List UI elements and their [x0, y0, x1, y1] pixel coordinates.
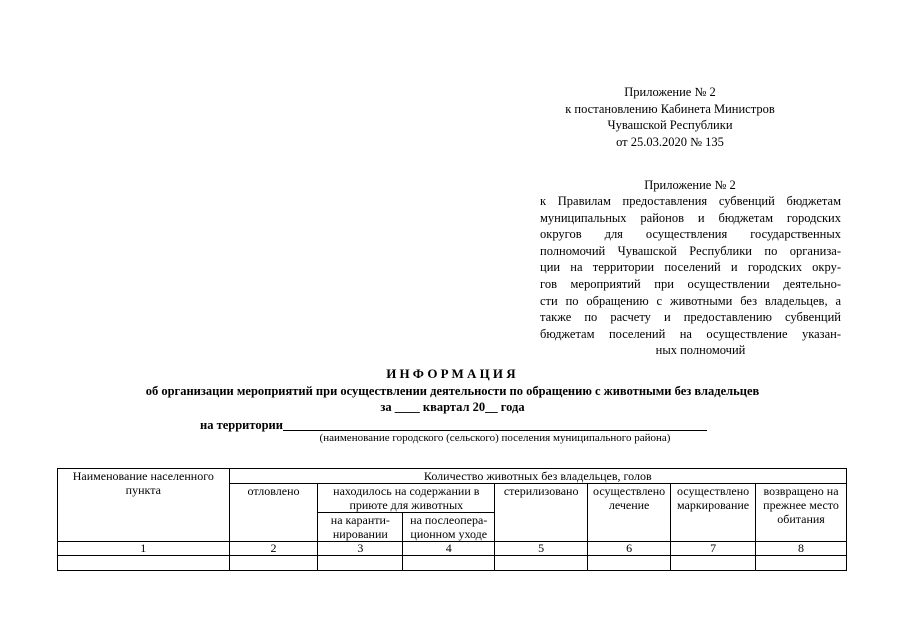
header-caught: отловлено [229, 484, 318, 542]
header-postop: на послеопера-ционном уходе [403, 513, 495, 542]
document-subtitle: об организации мероприятий при осуществлении деятельности по обращению с животными без владельцев [145, 384, 760, 398]
column-number: 8 [756, 542, 847, 556]
appendix-rules-line: гов мероприятий при осуществлении деятельно- [540, 276, 841, 291]
table-cell [756, 556, 847, 571]
appendix-rules-line: муниципальных районов и бюджетам городских [540, 210, 841, 225]
appendix-rules-line: ных полномочий [655, 343, 746, 358]
header-returned: возвращено на прежнее место обитания [756, 484, 847, 542]
table-cell [229, 556, 318, 571]
appendix-line: Приложение № 2 [624, 85, 716, 99]
column-number: 6 [588, 542, 671, 556]
table-cell [495, 556, 588, 571]
appendix-rules-line: сти по обращению с животными без владельцев, а [540, 293, 841, 308]
animals-table [57, 468, 847, 571]
column-number: 1 [58, 542, 230, 556]
appendix-resolution-header [520, 84, 820, 150]
document-title: ИНФОРМАЦИЯ [386, 366, 519, 381]
column-number: 4 [403, 542, 495, 556]
header-animals-count: Количество животных без владельцев, голов [229, 469, 846, 484]
appendix-rules-line: также по расчету и предоставлению субвенций [540, 310, 841, 325]
territory-hint: (наименование городского (сельского) поселения муниципального района) [319, 432, 671, 444]
territory-label: на территории [200, 418, 283, 432]
territory-fill-line [283, 430, 707, 431]
header-sterilized: стерилизовано [495, 484, 588, 542]
table-cell [671, 556, 756, 571]
table-cell [403, 556, 495, 571]
header-marked: осуществлено маркирование [671, 484, 756, 542]
table-cell [318, 556, 403, 571]
header-treated: осуществлено лечение [588, 484, 671, 542]
appendix-rules-line: к Правилам предоставления субвенций бюджетам [540, 194, 841, 208]
document-quarter-line: за ____ квартал 20__ года [380, 400, 525, 414]
appendix-rules-line: округов для осуществления государственных [540, 227, 841, 242]
appendix-rules-body [540, 193, 841, 359]
appendix-rules-line: ции на территории поселений и городских окру- [540, 260, 841, 275]
column-number: 3 [318, 542, 403, 556]
column-number: 2 [229, 542, 318, 556]
table-cell [588, 556, 671, 571]
table-row [58, 556, 847, 571]
appendix-rules-line: бюджетам поселений на осуществление указан- [540, 326, 841, 341]
appendix-line: от 25.03.2020 № 135 [616, 134, 724, 149]
appendix-line: Чувашской Республики [607, 118, 733, 132]
header-shelter: находилось на содержании в приюте для животных [318, 484, 495, 513]
appendix-line: к постановлению Кабинета Министров [565, 101, 775, 116]
appendix-rules-line: полномочий Чувашской Республики по организа- [540, 243, 841, 258]
column-number: 5 [495, 542, 588, 556]
appendix-rules-title: Приложение № 2 [644, 178, 736, 192]
header-settlement-name: Наименование населенного пункта [58, 469, 230, 542]
table-cell [58, 556, 230, 571]
header-quarantine: на каранти-нировании [318, 513, 403, 542]
column-number: 7 [671, 542, 756, 556]
